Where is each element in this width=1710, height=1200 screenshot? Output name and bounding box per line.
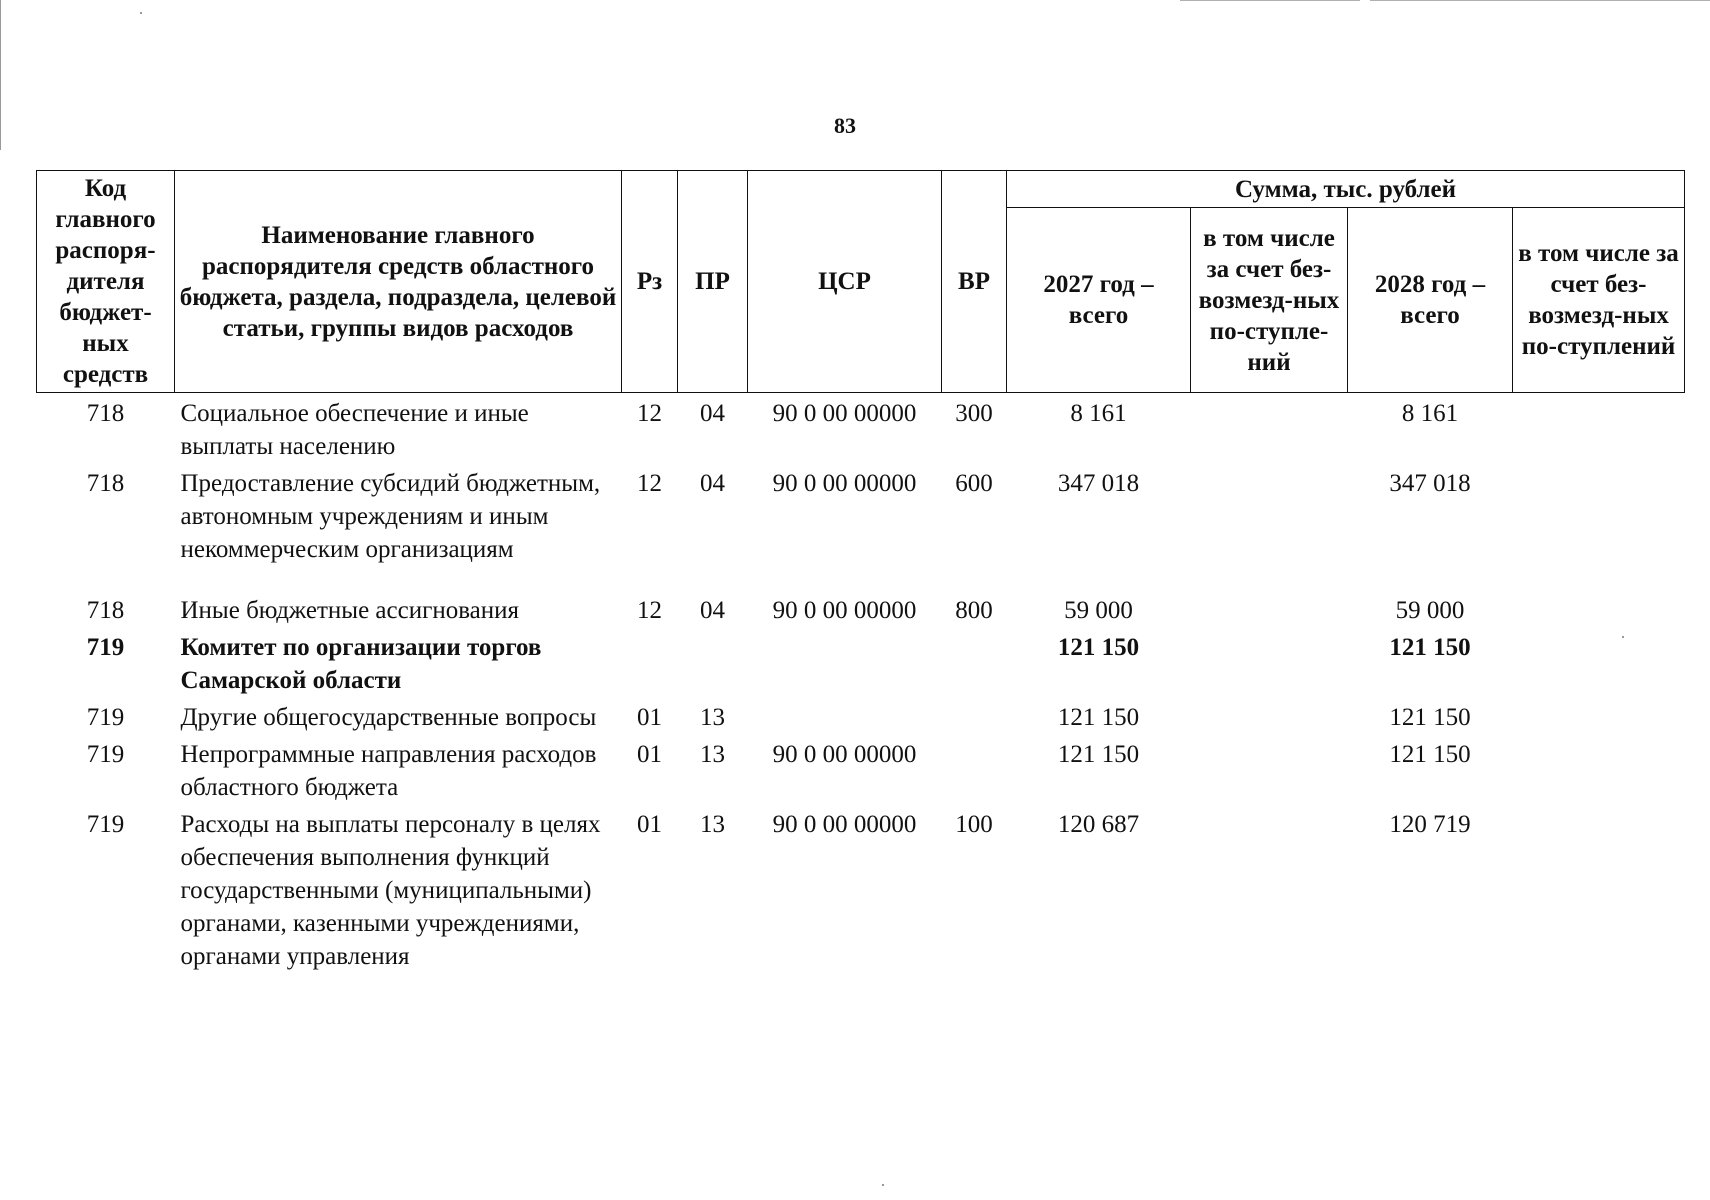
cell-pr: 13 xyxy=(700,741,725,768)
cell-vr: 600 xyxy=(955,470,993,497)
cell-2028-incl xyxy=(1513,631,1685,701)
header-2027-total: 2027 год – всего xyxy=(1007,208,1191,393)
cell-2027-incl xyxy=(1191,393,1348,468)
table-row xyxy=(37,808,1685,977)
page-number: 83 xyxy=(834,113,856,138)
table-row xyxy=(37,393,1685,468)
cell-code: 719 xyxy=(86,704,125,731)
header-code: Код главного распоря-дителя бюджет-ных средств xyxy=(37,171,175,393)
cell-name: Социальное обеспечение и иные выплаты населению xyxy=(180,400,529,460)
scan-speck xyxy=(882,1184,884,1186)
cell-csr: 90 0 00 00000 xyxy=(772,400,917,427)
table-row xyxy=(37,631,1685,701)
cell-pr: 04 xyxy=(700,597,725,624)
cell-2027-incl xyxy=(1191,808,1348,977)
cell-2028-incl xyxy=(1513,701,1685,738)
cell-pr xyxy=(678,631,748,701)
cell-2027-incl xyxy=(1191,701,1348,738)
cell-name: Комитет по организации торгов Самарской области xyxy=(180,634,542,694)
cell-vr: 100 xyxy=(955,811,993,838)
table-row xyxy=(37,738,1685,808)
cell-2027-total: 59 000 xyxy=(1064,597,1133,624)
cell-2027-incl xyxy=(1191,738,1348,808)
cell-csr: 90 0 00 00000 xyxy=(772,811,917,838)
cell-name: Предоставление субсидий бюджетным, автономным учреждениям и иным некоммерческим организациям xyxy=(180,470,601,563)
cell-csr: 90 0 00 00000 xyxy=(772,741,917,768)
cell-rz: 12 xyxy=(637,470,662,497)
cell-2027-incl xyxy=(1191,594,1348,631)
cell-csr xyxy=(748,631,942,701)
cell-2028-total: 121 150 xyxy=(1389,634,1471,661)
cell-2028-incl xyxy=(1513,393,1685,468)
header-rz: Рз xyxy=(622,171,678,393)
cell-code: 718 xyxy=(86,470,125,497)
cell-2028-incl xyxy=(1513,738,1685,808)
header-vr: ВР xyxy=(942,171,1007,393)
cell-vr xyxy=(942,738,1007,808)
cell-2028-incl xyxy=(1513,467,1685,594)
cell-code: 719 xyxy=(86,634,125,661)
cell-pr: 13 xyxy=(700,811,725,838)
cell-vr: 800 xyxy=(955,597,993,624)
header-pr: ПР xyxy=(678,171,748,393)
cell-2028-total: 121 150 xyxy=(1389,741,1471,768)
cell-csr xyxy=(748,701,942,738)
cell-csr: 90 0 00 00000 xyxy=(772,470,917,497)
cell-vr xyxy=(942,631,1007,701)
scan-speck xyxy=(140,12,142,14)
table-body xyxy=(37,393,1685,978)
cell-rz: 01 xyxy=(637,704,662,731)
cell-2027-incl xyxy=(1191,467,1348,594)
cell-2027-incl xyxy=(1191,631,1348,701)
header-2028-total: 2028 год – всего xyxy=(1348,208,1513,393)
table-row xyxy=(37,594,1685,631)
cell-rz: 12 xyxy=(637,400,662,427)
cell-2027-total: 121 150 xyxy=(1057,634,1140,661)
cell-pr: 13 xyxy=(700,704,725,731)
cell-name: Иные бюджетные ассигнования xyxy=(180,597,520,624)
cell-rz: 12 xyxy=(637,597,662,624)
cell-vr xyxy=(942,701,1007,738)
cell-vr: 300 xyxy=(955,400,993,427)
cell-2028-total: 59 000 xyxy=(1395,597,1465,624)
cell-2027-total: 8 161 xyxy=(1070,400,1127,427)
cell-csr: 90 0 00 00000 xyxy=(772,597,917,624)
cell-pr: 04 xyxy=(700,470,725,497)
cell-code: 718 xyxy=(86,597,125,624)
scan-edge-mark xyxy=(1180,0,1360,1)
cell-code: 719 xyxy=(86,741,125,768)
cell-2028-total: 121 150 xyxy=(1389,704,1471,731)
cell-2027-total: 120 687 xyxy=(1057,811,1140,838)
budget-table xyxy=(36,170,1685,977)
cell-rz xyxy=(622,631,678,701)
cell-name: Другие общегосударственные вопросы xyxy=(180,704,597,731)
cell-2027-total: 347 018 xyxy=(1057,470,1140,497)
cell-2028-total: 120 719 xyxy=(1389,811,1471,838)
cell-name: Непрограммные направления расходов областного бюджета xyxy=(180,741,597,801)
cell-2028-incl xyxy=(1513,594,1685,631)
header-2028-incl: в том числе за счет без-возмезд-ных по-ступлений xyxy=(1513,208,1685,393)
cell-rz: 01 xyxy=(637,811,662,838)
header-2027-incl: в том числе за счет без-возмезд-ных по-ступле-ний xyxy=(1191,208,1348,393)
cell-2028-total: 8 161 xyxy=(1401,400,1459,427)
cell-rz: 01 xyxy=(637,741,662,768)
cell-pr: 04 xyxy=(700,400,725,427)
header-csr: ЦСР xyxy=(748,171,942,393)
scan-edge-mark xyxy=(1370,0,1710,1)
cell-2027-total: 121 150 xyxy=(1057,741,1140,768)
header-sum: Сумма, тыс. рублей xyxy=(1007,171,1685,208)
cell-2027-total: 121 150 xyxy=(1057,704,1140,731)
cell-2028-incl xyxy=(1513,808,1685,977)
header-name: Наименование главного распорядителя средств областного бюджета, раздела, подраздела, целевой статьи, группы видов расходов xyxy=(175,171,622,393)
cell-code: 718 xyxy=(86,400,125,427)
table-row xyxy=(37,701,1685,738)
cell-code: 719 xyxy=(86,811,125,838)
cell-name: Расходы на выплаты персоналу в целях обеспечения выполнения функций государственными (муниципальными) органами, казенными учреждениями, органами управления xyxy=(180,811,601,970)
cell-2028-total: 347 018 xyxy=(1389,470,1471,497)
table-header xyxy=(37,171,1685,393)
table-row xyxy=(37,467,1685,594)
